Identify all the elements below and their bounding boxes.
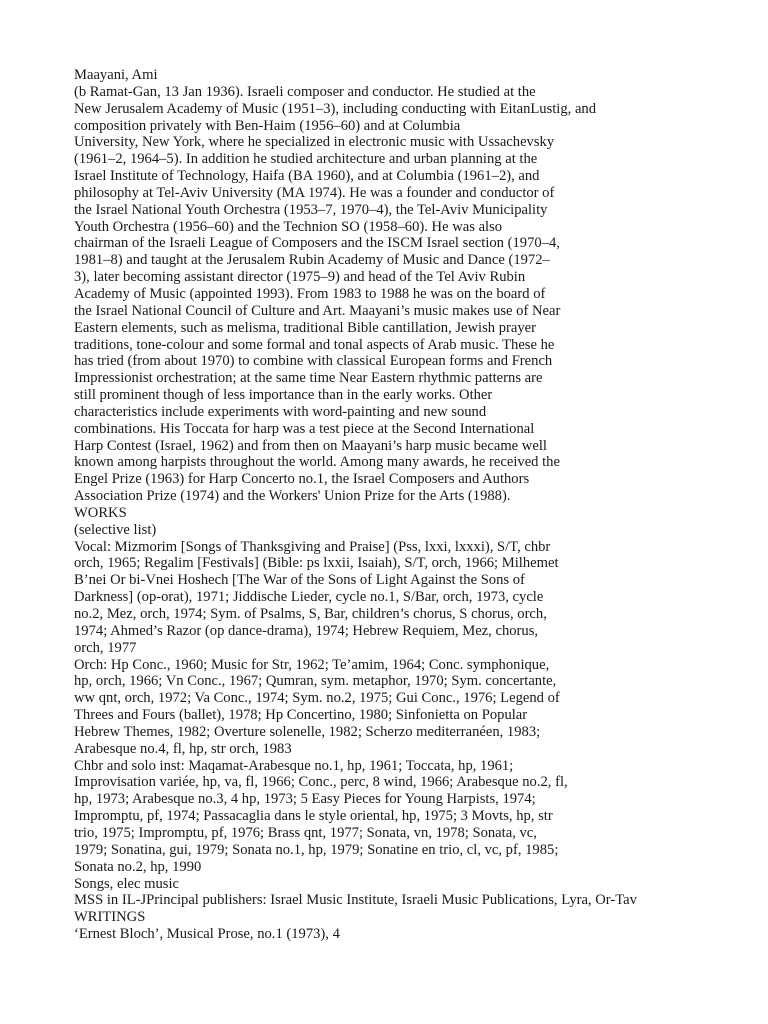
writings-heading: ‘Ernest Bloch’, Musical Prose, no.1 (1973), 4 (74, 926, 340, 943)
works-line: Chbr and solo inst: Maqamat-Arabesque no.1, hp, 1961; Toccata, hp, 1961; (74, 757, 514, 774)
biography-line: known among harpists throughout the world. Among many awards, he received the (74, 454, 560, 471)
writings-line (74, 943, 754, 960)
works-heading: WORKS (74, 504, 127, 521)
biography-line: Youth Orchestra (1956–60) and the Technion SO (1958–60). He was also (74, 218, 503, 235)
biography-line: the Israel National Youth Orchestra (1953–7, 1970–4), the Tel-Aviv Municipality (74, 201, 548, 218)
biography-line: combinations. His Toccata for harp was a test piece at the Second International (74, 420, 535, 437)
works-line: Hebrew Themes, 1982; Overture solenelle, 1982; Scherzo mediterranéen, 1983; (74, 723, 541, 740)
biography-line: has tried (from about 1970) to combine with classical European forms and French (74, 353, 553, 370)
biography-line: Eastern elements, such as melisma, traditional Bible cantillation, Jewish prayer (74, 319, 537, 336)
biography-line: 3), later becoming assistant director (1975–9) and head of the Tel Aviv Rubin (74, 269, 526, 286)
works-line: MSS in IL-JPrincipal publishers: Israel Music Institute, Israeli Music Publications, Lyra, Or-Tav (74, 892, 637, 909)
works-line: Songs, elec music (74, 875, 179, 892)
works-line: orch, 1965; Regalim [Festivals] (Bible: ps lxxii, Isaiah), S/T, orch, 1966; Milhemet (74, 555, 559, 572)
biography-line: composition privately with Ben-Haim (1956–60) and at Columbia (74, 117, 461, 134)
biography-line: the Israel National Council of Culture and Art. Maayani’s music makes use of Near (74, 302, 561, 319)
works-line: B’nei Or bi-Vnei Hoshech [The War of the Sons of Light Against the Sons of (74, 572, 525, 589)
works-line: trio, 1975; Impromptu, pf, 1976; Brass qnt, 1977; Sonata, vn, 1978; Sonata, vc, (74, 824, 537, 841)
biography-line: (1961–2, 1964–5). In addition he studied architecture and urban planning at the (74, 151, 538, 168)
biography-line: New Jerusalem Academy of Music (1951–3), including conducting with EitanLustig, and (74, 100, 597, 117)
biography-line: Academy of Music (appointed 1993). From 1983 to 1988 he was on the board of (74, 285, 546, 302)
biography-line: Israel Institute of Technology, Haifa (BA 1960), and at Columbia (1961–2), and (74, 168, 540, 185)
works-line: Vocal: Mizmorim [Songs of Thanksgiving and Praise] (Pss, lxxi, lxxxi), S/T, chbr (74, 538, 551, 555)
works-line: hp, 1973; Arabesque no.3, 4 hp, 1973; 5 Easy Pieces for Young Harpists, 1974; (74, 791, 536, 808)
works-line: 1974; Ahmed’s Razor (op dance-drama), 1974; Hebrew Requiem, Mez, chorus, (74, 622, 539, 639)
biography-line: chairman of the Israeli League of Composers and the ISCM Israel section (1970–4, (74, 235, 560, 252)
biography-line: Engel Prize (1963) for Harp Concerto no.1, the Israel Composers and Authors (74, 471, 530, 488)
biography-line: Harp Contest (Israel, 1962) and from then on Maayani’s harp music became well (74, 437, 547, 454)
biography-line: Impressionist orchestration; at the same time Near Eastern rhythmic patterns are (74, 370, 543, 387)
works-line: Improvisation variée, hp, va, fl, 1966; Conc., perc, 8 wind, 1966; Arabesque no.2, fl, (74, 774, 568, 791)
works-line: orch, 1977 (74, 639, 137, 656)
works-line: Darkness] (op-orat), 1971; Jiddische Lieder, cycle no.1, S/Bar, orch, 1973, cycle (74, 589, 544, 606)
entry-heading: Maayani, Ami (74, 67, 158, 83)
works-line: Impromptu, pf, 1974; Passacaglia dans le style oriental, hp, 1975; 3 Movts, hp, str (74, 808, 553, 825)
publishers-line: WRITINGS (74, 909, 146, 926)
works-line: Threes and Fours (ballet), 1978; Hp Concertino, 1980; Sinfonietta on Popular (74, 707, 528, 724)
biography-line: characteristics include experiments with word-painting and new sound (74, 403, 487, 420)
biography-line: traditions, tone-colour and some formal and tonal aspects of Arab music. These he (74, 336, 555, 353)
works-line: hp, orch, 1966; Vn Conc., 1967; Qumran, sym. metaphor, 1970; Sym. concertante, (74, 673, 557, 690)
biography-line: still prominent though of less importance than in the early works. Other (74, 387, 493, 404)
works-line: ww qnt, orch, 1972; Va Conc., 1974; Sym. no.2, 1975; Gui Conc., 1976; Legend of (74, 690, 560, 707)
document-page (74, 67, 754, 960)
biography-line: University, New York, where he specialized in electronic music with Ussachevsky (74, 134, 555, 151)
works-line: 1979; Sonatina, gui, 1979; Sonata no.1, hp, 1979; Sonatine en trio, cl, vc, pf, 1985; (74, 841, 559, 858)
works-line: no.2, Mez, orch, 1974; Sym. of Psalms, S, Bar, children’s chorus, S chorus, orch, (74, 606, 547, 622)
biography-line: (b Ramat-Gan, 13 Jan 1936). Israeli composer and conductor. He studied at the (74, 83, 536, 100)
works-line: Arabesque no.4, fl, hp, str orch, 1983 (74, 740, 292, 757)
biography-line: 1981–8) and taught at the Jerusalem Rubin Academy of Music and Dance (1972– (74, 252, 550, 269)
works-line: Sonata no.2, hp, 1990 (74, 858, 202, 875)
biography-line: Association Prize (1974) and the Workers' Union Prize for the Arts (1988). (74, 488, 511, 505)
works-line: Orch: Hp Conc., 1960; Music for Str, 1962; Te’amim, 1964; Conc. symphonique, (74, 656, 550, 673)
works-subheading: (selective list) (74, 521, 157, 538)
biography-line: philosophy at Tel-Aviv University (MA 1974). He was a founder and conductor of (74, 184, 555, 201)
